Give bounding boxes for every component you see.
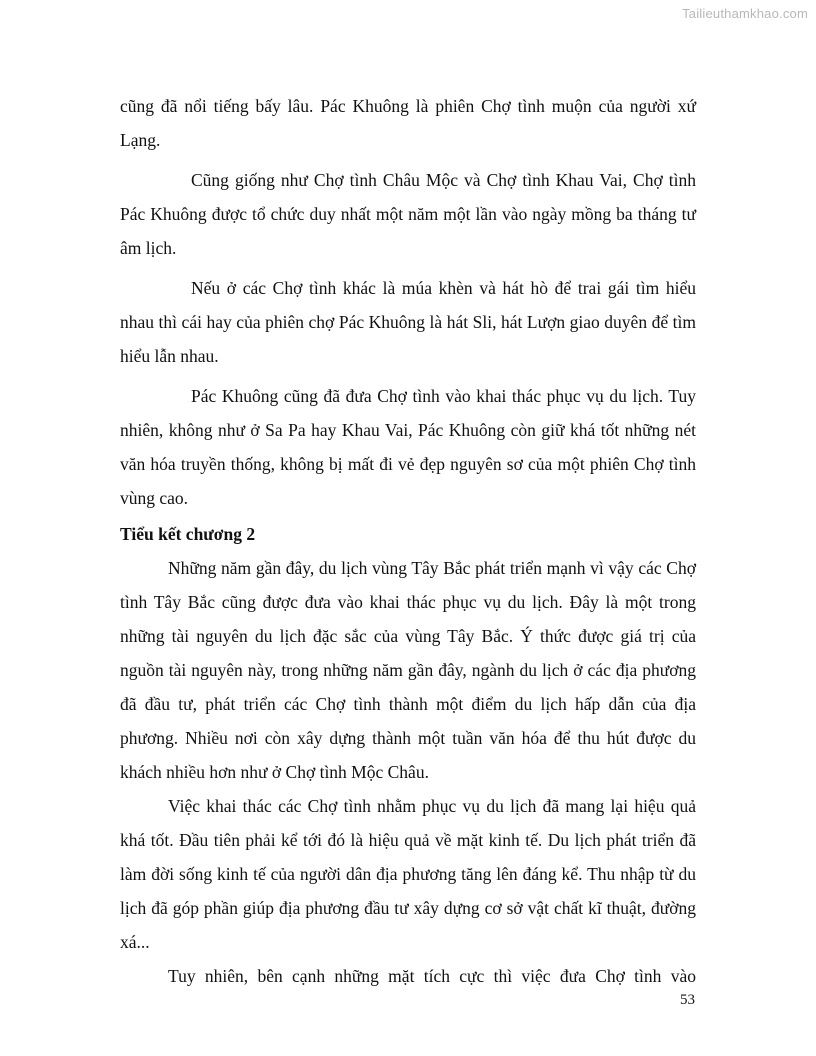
paragraph-2: Cũng giống như Chợ tình Châu Mộc và Chợ tình Khau Vai, Chợ tình Pác Khuông được tổ chức duy nhất một năm một lần vào ngày mồng ba tháng tư âm lịch. [120, 170, 696, 258]
summary-paragraph-2: Việc khai thác các Chợ tình nhằm phục vụ du lịch đã mang lại hiệu quả khá tốt. Đầu tiên phải kể tới đó là hiệu quả về mặt kinh tế. Du lịch phát triển đã làm đời sống kinh tế của người dân địa phương tăng lên đáng kể. Thu nhập từ du lịch đã góp phần giúp địa phương đầu tư xây dựng cơ sở vật chất kĩ thuật, đường xá... [120, 796, 696, 952]
paragraph-3: Nếu ở các Chợ tình khác là múa khèn và hát hò để trai gái tìm hiểu nhau thì cái hay của phiên chợ Pác Khuông là hát Sli, hát Lượn giao duyên để tìm hiểu lẫn nhau. [120, 278, 696, 366]
document-body [120, 89, 696, 993]
section-heading: Tiểu kết chương 2 [120, 524, 256, 544]
paragraph-4: Pác Khuông cũng đã đưa Chợ tình vào khai thác phục vụ du lịch. Tuy nhiên, không như ở Sa Pa hay Khau Vai, Pác Khuông còn giữ khá tốt những nét văn hóa truyền thống, không bị mất đi vẻ đẹp nguyên sơ của một phiên Chợ tình vùng cao. [120, 386, 696, 508]
summary-paragraph-1: Những năm gần đây, du lịch vùng Tây Bắc phát triển mạnh vì vậy các Chợ tình Tây Bắc cũng được đưa vào khai thác phục vụ du lịch. Đây là một trong những tài nguyên du lịch đặc sắc của vùng Tây Bắc. Ý thức được giá trị của nguồn tài nguyên này, trong những năm gần đây, ngành du lịch ở các địa phương đã đầu tư, phát triển các Chợ tình thành một điểm du lịch hấp dẫn của địa phương. Nhiều nơi còn xây dựng thành một tuần văn hóa để thu hút được du khách nhiều hơn như ở Chợ tình Mộc Châu. [120, 558, 696, 782]
page-number: 53 [680, 992, 695, 1008]
summary-paragraph-3: Tuy nhiên, bên cạnh những mặt tích cực thì việc đưa Chợ tình vào [168, 966, 696, 986]
paragraph-1: cũng đã nổi tiếng bấy lâu. Pác Khuông là phiên Chợ tình muộn của người xứ Lạng. [120, 96, 696, 150]
watermark: Tailieuthamkhao.com [682, 6, 808, 21]
